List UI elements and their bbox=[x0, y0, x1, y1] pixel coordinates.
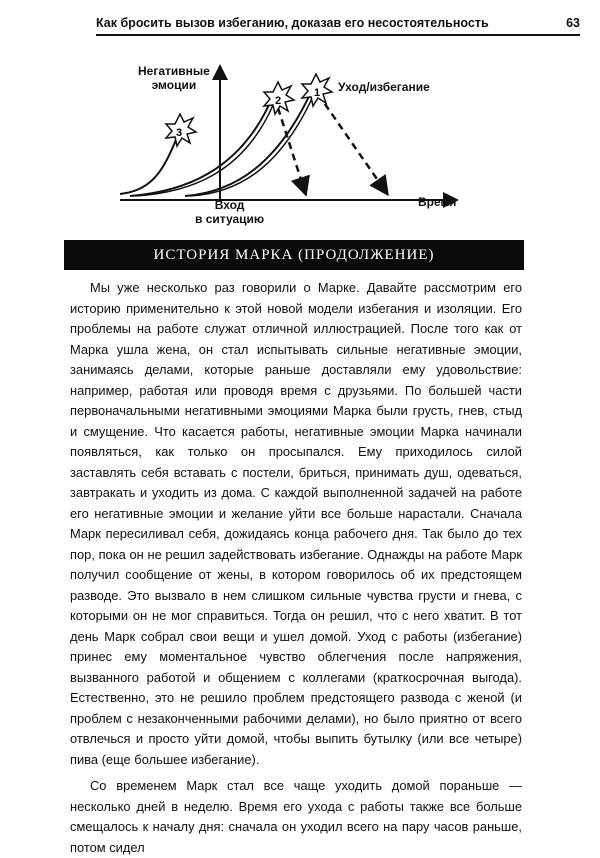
y-axis-label bbox=[138, 64, 210, 92]
avoidance-diagram bbox=[100, 52, 480, 232]
body-text bbox=[70, 278, 522, 858]
section-banner bbox=[64, 240, 524, 270]
avoidance-label: Уход/избегание bbox=[338, 80, 430, 94]
running-header bbox=[96, 14, 580, 36]
page-number: 63 bbox=[566, 16, 580, 30]
avoid-arrow-2 bbox=[318, 94, 386, 192]
entry-label-line1: Вход bbox=[214, 198, 245, 212]
x-axis-label: Время bbox=[418, 195, 457, 209]
section-title: ИСТОРИЯ МАРКА (ПРОДОЛЖЕНИЕ) bbox=[153, 246, 435, 263]
marker-3-label: 3 bbox=[176, 127, 183, 139]
curve-3 bbox=[120, 130, 180, 194]
paragraph-1: Мы уже несколько раз говорили о Марке. Давайте рассмотрим его историю применительно к этой новой модели избегания и изоляции. Его проблемы на работе служат отличной иллюстрацией. После того как от Марка ушла жена, он стал испытывать сильные негативные эмоции, занимаясь делами, которые раньше доставляли ему удовольствие: например, работая или проводя время с друзьями. По большей части первоначальными негативными эмоциями Марка были грусть, гнев, стыд и смущение. Что касается работы, негативные эмоции Марка начинали появляться, как только он просыпался. Ему приходилось силой заставлять себя вставать с постели, бриться, принимать душ, одеваться, завтракать и уходить из дома. С каждой выполненной задачей на работе его негативные эмоции и желание уйти все больше нарастали. Сначала Марк пересиливал себя, дожидаясь конца рабочего дня. Так было до тех пор, пока он не решил задействовать избегание. Однажды на работе Марк получил сообщение от жены, в котором говорилось об их предстоящем разводе. Это вызвало в нем слишком сильные чувства грусти и гнева, с которыми он не мог справиться. Тогда он решил, что с него хватит. В тот день Марк собрал свои вещи и ушел домой. Уход с работы (избегание) принес ему моментальное чувство облегчения после напряжения, вызванного работой и общением с коллегами (краткосрочная выгода). Естественно, это не решило проблем предстоящего развода с женой (и проблем с незаконченными рабочими делами), но было приятно от всего отвлечься и просто уйти домой, чтобы выпить бутылку (или все четыре) пива (еще большее избегание). bbox=[70, 280, 522, 767]
marker-1-label: 1 bbox=[314, 87, 321, 99]
entry-label-line2: в ситуацию bbox=[195, 212, 265, 226]
entry-label bbox=[195, 198, 264, 226]
marker-2-label: 2 bbox=[275, 95, 282, 107]
y-axis-label-line1: Негативные bbox=[138, 64, 210, 78]
y-axis-label-line2: эмоции bbox=[151, 78, 197, 92]
curve-1-inner bbox=[190, 92, 315, 196]
running-title: Как бросить вызов избеганию, доказав его несостоятельность bbox=[96, 16, 489, 30]
paragraph-2: Со временем Марк стал все чаще уходить домой пораньше — несколько дней в неделю. Время его ухода с работы также все больше смещалось к началу дня: сначала он уходил всего на пару часов раньше, потом сидел bbox=[70, 778, 522, 855]
curve-2-inner bbox=[135, 98, 276, 196]
